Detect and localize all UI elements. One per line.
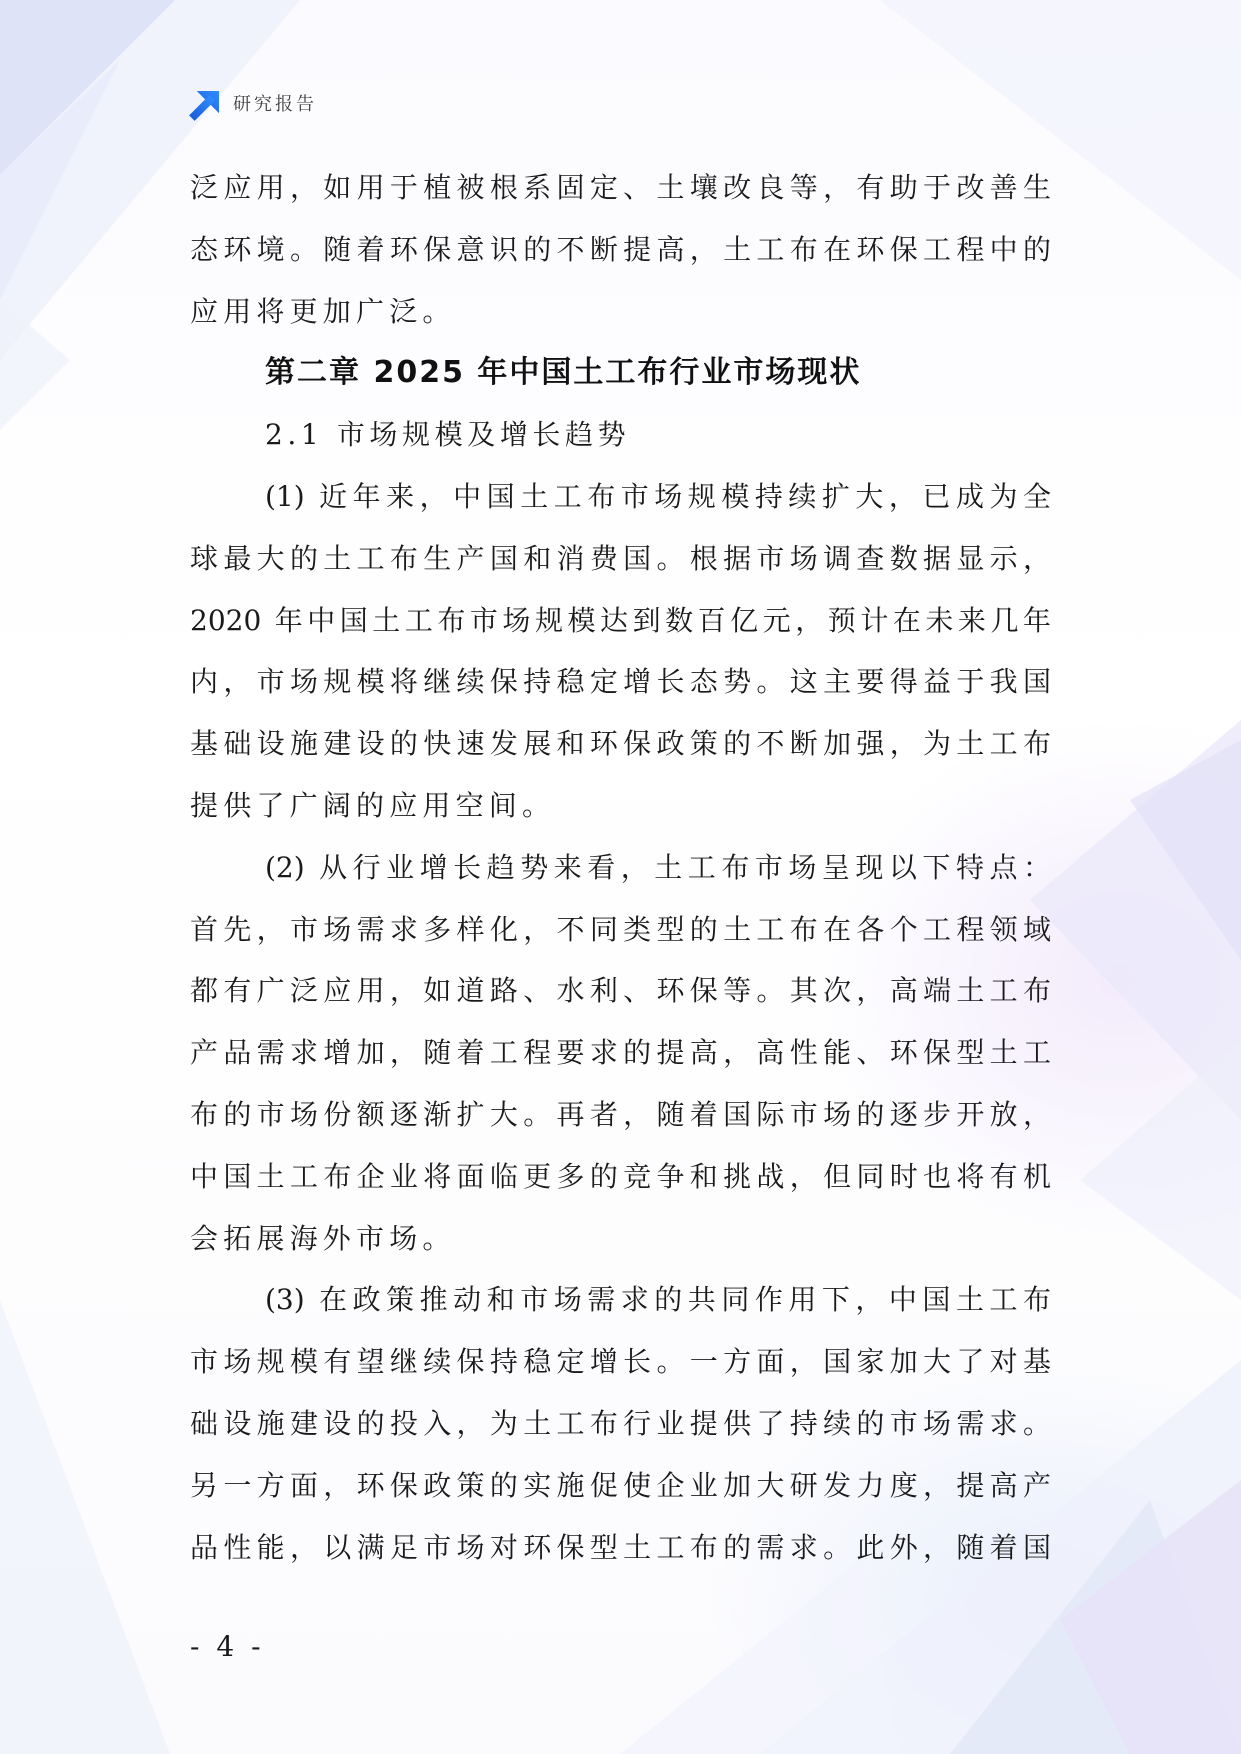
body-text-line: 态环境。随着环保意识的不断提高，土工布在环保工程中的 [190, 232, 1051, 266]
body-text-line: 2020 年中国土工布市场规模达到数百亿元，预计在未来几年 [190, 603, 1051, 637]
section-heading: 2.1 市场规模及增长趋势 [265, 418, 631, 452]
body-text-line: 品性能，以满足市场对环保型土工布的需求。此外，随着国 [190, 1530, 1051, 1564]
body-text-line: 础设施建设的投入，为土工布行业提供了持续的市场需求。 [190, 1406, 1051, 1440]
body-text-line: 基础设施建设的快速发展和环保政策的不断加强，为土工布 [190, 727, 1051, 761]
body-text-line: 中国土工布企业将面临更多的竞争和挑战，但同时也将有机 [190, 1159, 1051, 1193]
body-text-line: 球最大的土工布生产国和消费国。根据市场调查数据显示， [190, 541, 1051, 575]
body-text-line: (3) 在政策推动和市场需求的共同作用下，中国土工布 [265, 1283, 1051, 1317]
chapter-heading: 第二章 2025 年中国土工布行业市场现状 [265, 355, 862, 391]
report-logo-icon [188, 89, 221, 122]
body-text-line: (2) 从行业增长趋势来看，土工布市场呈现以下特点： [265, 850, 1051, 884]
body-text-line: (1) 近年来，中国土工布市场规模持续扩大，已成为全 [265, 479, 1051, 513]
body-text-line: 市场规模有望继续保持稳定增长。一方面，国家加大了对基 [190, 1345, 1051, 1379]
report-header-title: 研究报告 [233, 94, 317, 115]
body-text-line: 应用将更加广泛。 [190, 294, 456, 328]
body-text-line: 提供了广阔的应用空间。 [190, 788, 556, 822]
body-text-line: 另一方面，环保政策的实施促使企业加大研发力度，提高产 [190, 1468, 1051, 1502]
body-text-line: 布的市场份额逐渐扩大。再者，随着国际市场的逐步开放， [190, 1097, 1051, 1131]
body-text-line: 会拓展海外市场。 [190, 1221, 456, 1255]
body-text-line: 首先，市场需求多样化，不同类型的土工布在各个工程领域 [190, 912, 1051, 946]
report-header [188, 88, 317, 122]
paragraph-continuation [190, 157, 1051, 342]
paragraph [190, 1269, 1051, 1578]
body-text-line: 泛应用，如用于植被根系固定、土壤改良等，有助于改善生 [190, 171, 1051, 204]
paragraph [190, 466, 1051, 837]
page-number: - 4 - [190, 1630, 265, 1663]
body-text-line: 产品需求增加，随着工程要求的提高，高性能、环保型土工 [190, 1036, 1051, 1070]
paragraph [190, 837, 1051, 1270]
document-body [190, 157, 1051, 1578]
body-text-line: 都有广泛应用，如道路、水利、环保等。其次，高端土工布 [190, 974, 1051, 1008]
body-text-line: 内，市场规模将继续保持稳定增长态势。这主要得益于我国 [190, 665, 1051, 699]
